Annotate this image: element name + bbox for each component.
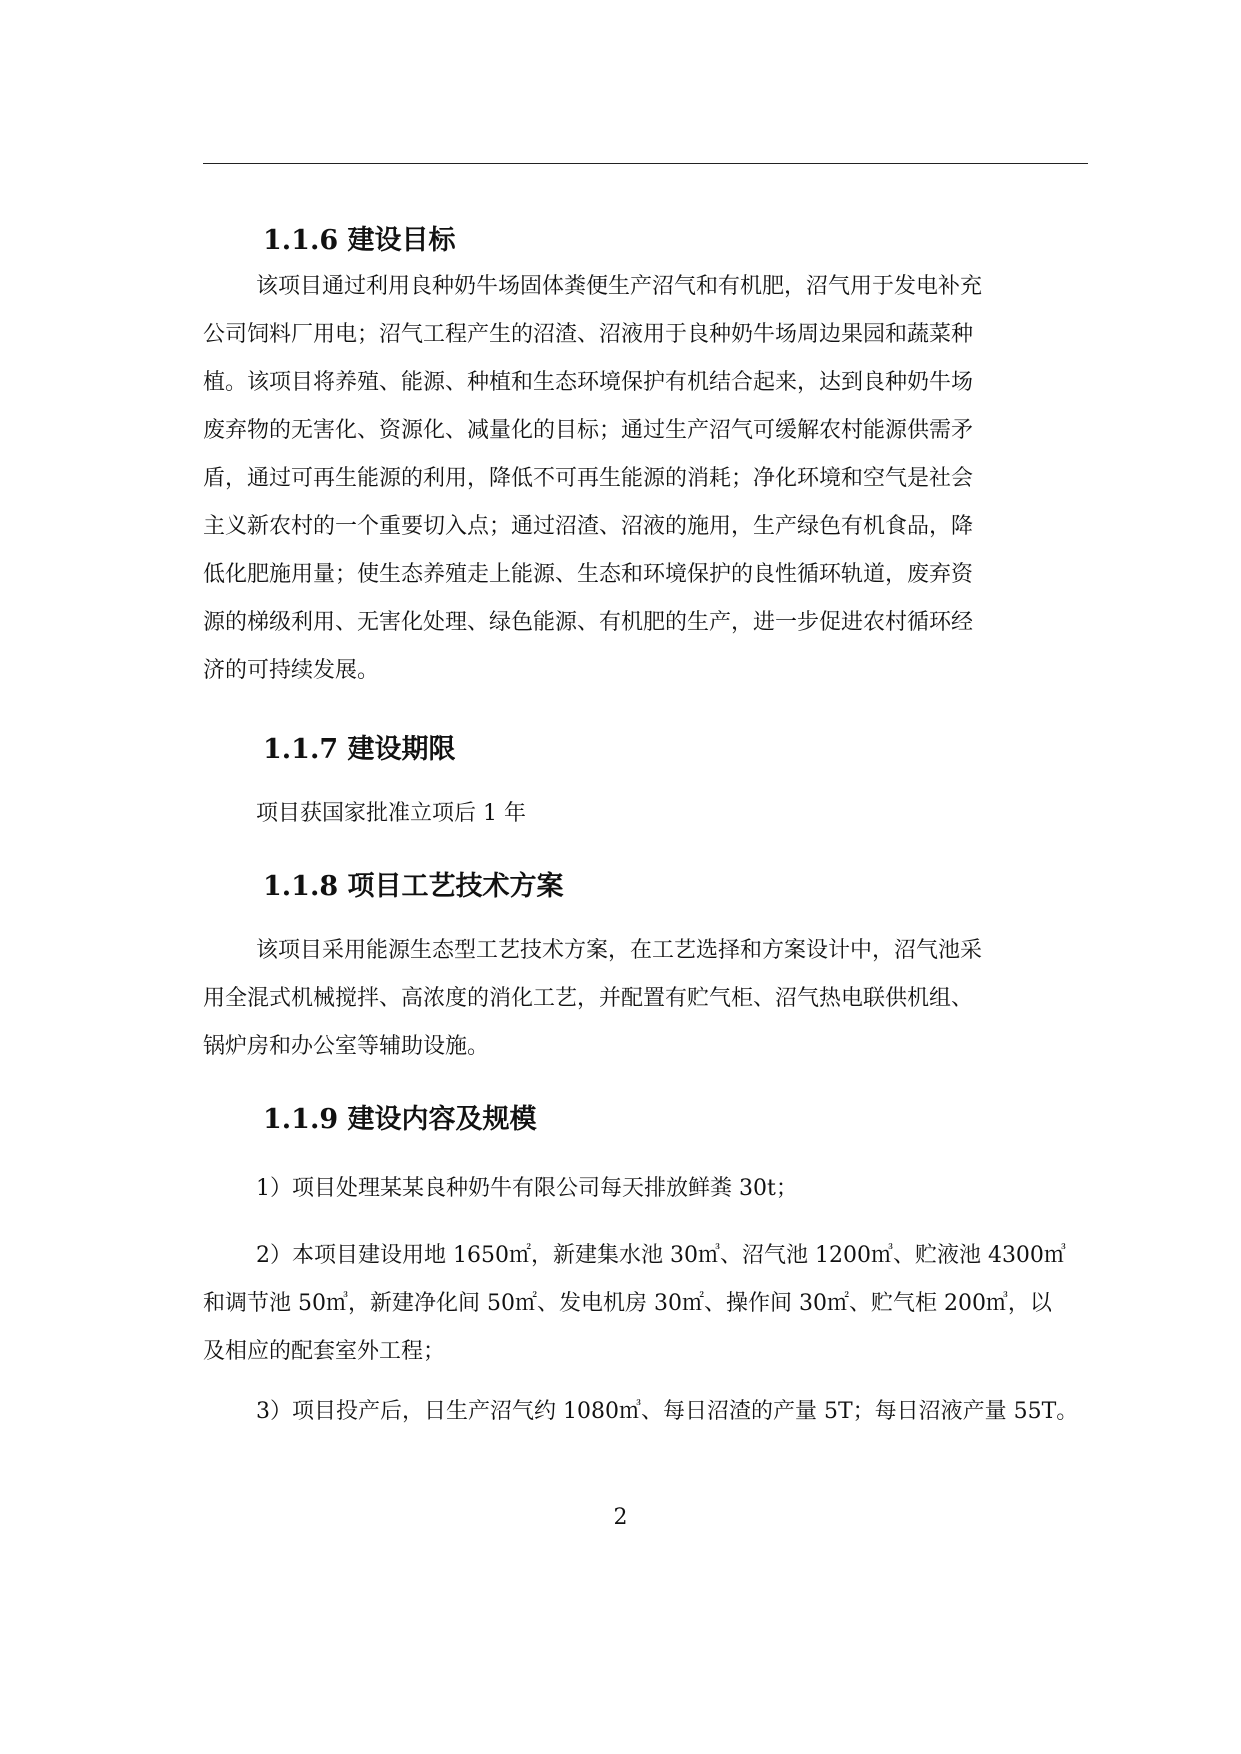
list-item [203,1232,1088,1376]
text-line: 该项目采用能源生态型工艺技术方案，在工艺选择和方案设计中，沼气池采 [256,938,983,963]
list-item: 1）项目处理某某良种奶牛有限公司每天排放鲜粪 30t； [256,1176,798,1201]
text-line: 2）本项目建设用地 1650㎡，新建集水池 30㎥、沼气池 1200㎥、贮液池 4300㎥ [256,1243,1066,1268]
text-line: 及相应的配套室外工程； [203,1339,446,1364]
header-rule [203,163,1088,164]
text-line: 废弃物的无害化、资源化、减量化的目标；通过生产沼气可缓解农村能源供需矛 [203,418,974,443]
text-line: 用全混式机械搅拌、高浓度的消化工艺，并配置有贮气柜、沼气热电联供机组、 [203,986,974,1011]
text-line: 该项目通过利用良种奶牛场固体粪便生产沼气和有机肥，沼气用于发电补充 [256,274,983,299]
text-line: 锅炉房和办公室等辅助设施。 [203,1034,490,1059]
construction-period-text: 项目获国家批准立项后 1 年 [256,801,526,826]
section-heading-1-1-9: 1.1.9 建设内容及规模 [263,1104,537,1135]
text-line: 低化肥施用量；使生态养殖走上能源、生态和环境保护的良性循环轨道，废弃资 [203,562,974,587]
page-number: 2 [613,1505,628,1530]
text-line: 公司饲料厂用电；沼气工程产生的沼渣、沼液用于良种奶牛场周边果园和蔬菜种 [203,322,974,347]
paragraph-goals [203,263,1088,695]
list-item: 3）项目投产后，日生产沼气约 1080㎥、每日沼渣的产量 5T；每日沼液产量 55T。 [256,1399,1079,1424]
text-line: 主义新农村的一个重要切入点；通过沼渣、沼液的施用，生产绿色有机食品，降 [203,514,974,539]
section-heading-1-1-6: 1.1.6 建设目标 [263,225,456,256]
paragraph-process [203,927,1088,1071]
text-line: 植。该项目将养殖、能源、种植和生态环境保护有机结合起来，达到良种奶牛场 [203,370,974,395]
text-line: 盾，通过可再生能源的利用，降低不可再生能源的消耗；净化环境和空气是社会 [203,466,974,491]
text-line: 源的梯级利用、无害化处理、绿色能源、有机肥的生产，进一步促进农村循环经 [203,610,974,635]
section-heading-1-1-7: 1.1.7 建设期限 [263,734,456,765]
section-heading-1-1-8: 1.1.8 项目工艺技术方案 [263,871,564,902]
text-line: 济的可持续发展。 [203,658,380,683]
text-line: 和调节池 50㎥，新建净化间 50㎡、发电机房 30㎡、操作间 30㎡、贮气柜 200㎥，以 [203,1291,1052,1316]
